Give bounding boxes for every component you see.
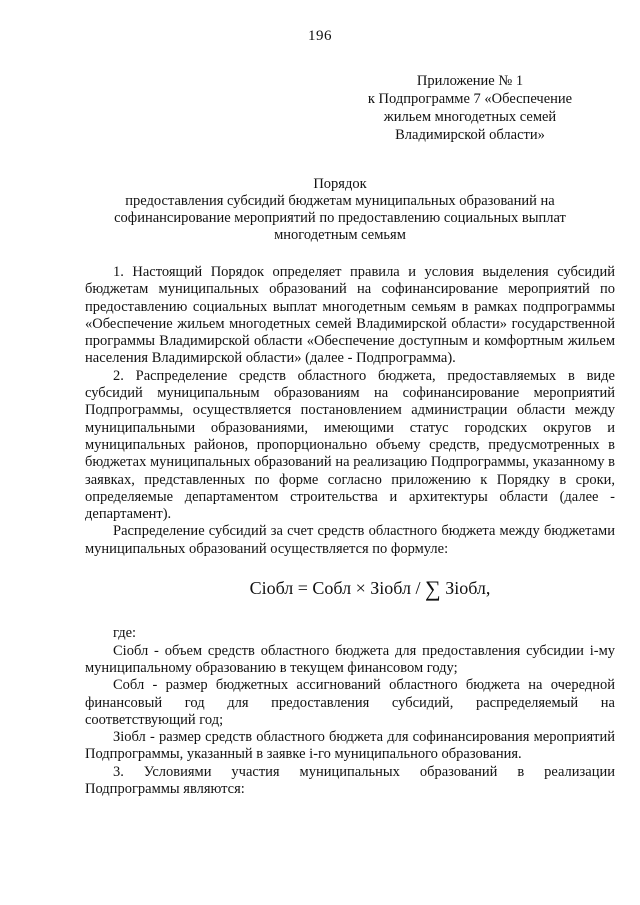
appendix-line-4: Владимирской области»	[395, 127, 545, 143]
formula-left: Сiобл = Собл × Зiобл /	[249, 578, 425, 599]
formula-right: Зiобл,	[440, 578, 491, 599]
paragraph-distribution: Распределение субсидий за счет средств областного бюджета между бюджетами муниципальных образований осуществляется по формуле:	[85, 523, 615, 557]
paragraph-3: 3. Условиями участия муниципальных образований в реализации Подпрограммы являются:	[85, 763, 615, 798]
appendix-header	[350, 72, 590, 144]
paragraph-2: 2. Распределение средств областного бюджета, предоставляемых в виде субсидий муниципальным образованиям на софинансирование мероприятий Подпрограммы, осуществляется постановлением администрации области между муниципальными образованиями, имеющими статус городских округов и муниципальных районов, пропорционально объему средств, предусмотренных в бюджетах муниципальных образований на реализацию Подпрограммы, указанному в заявках, представленных по форме согласно приложению к Порядку в сроки, определяемые департаментом строительства и архитектуры области (далее - департамент).	[85, 367, 615, 523]
title-line-3: софинансирование мероприятий по предоставлению социальных выплат	[114, 210, 566, 226]
paragraph-1: 1. Настоящий Порядок определяет правила и условия выделения субсидий бюджетам муниципальных образований на софинансирование мероприятий по предоставлению социальных выплат многодетным семьям в рамках подпрограммы «Обеспечение жильем многодетных семей Владимирской области» государственной программы Владимирской области «Обеспечение доступным и комфортным жильем населения Владимирской области» (далее - Подпрограмма).	[85, 264, 615, 367]
definition-3: Зiобл - размер средств областного бюджета для софинансирования мероприятий Подпрограммы, указанный в заявке i-го муниципального образования.	[85, 729, 615, 763]
distribution-formula	[125, 576, 615, 602]
title-line-4: многодетным семьям	[274, 227, 406, 243]
definition-1: Сiобл - объем средств областного бюджета для предоставления субсидии i-му муниципальному образованию в текущем финансовом году;	[85, 642, 615, 676]
where-label: где:	[113, 625, 137, 642]
sum-symbol: ∑	[425, 576, 441, 602]
page-number: 196	[308, 28, 332, 44]
appendix-line-3: жильем многодетных семей	[383, 109, 557, 125]
definition-2: Собл - размер бюджетных ассигнований областного бюджета на очередной финансовый год для предоставления субсидий, распределяемый на соответствующий год;	[85, 677, 615, 728]
document-body	[85, 264, 615, 798]
appendix-line-1: Приложение № 1	[416, 73, 524, 89]
appendix-line-2: к Подпрограмме 7 «Обеспечение	[367, 91, 573, 107]
title-line-1: Порядок	[313, 176, 367, 192]
title-line-2: предоставления субсидий бюджетам муниципальных образований на	[125, 193, 555, 209]
document-title	[80, 176, 600, 244]
